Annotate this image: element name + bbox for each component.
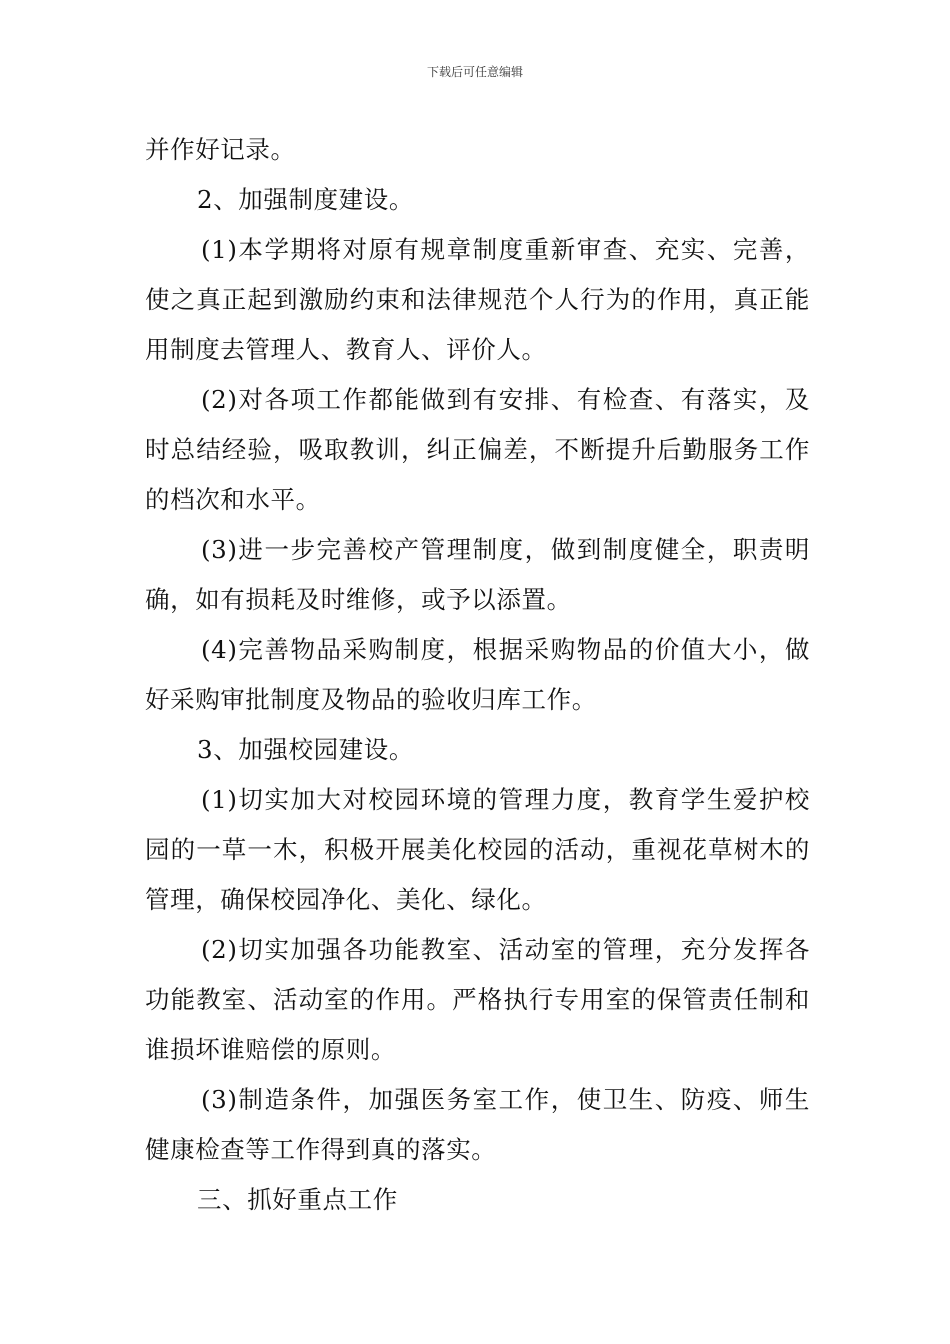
paragraph-2-4: (4)完善物品采购制度，根据采购物品的价值大小，做好采购审批制度及物品的验收归库工作。 xyxy=(145,635,810,714)
paragraph-3-2: (2)切实加强各功能教室、活动室的管理，充分发挥各功能教室、活动室的作用。严格执行专用室的保管责任制和谁损坏谁赔偿的原则。 xyxy=(145,935,810,1064)
page-header-note: 下载后可任意编辑 xyxy=(426,65,523,79)
paragraph-3-3: (3)制造条件，加强医务室工作，使卫生、防疫、师生健康检查等工作得到真的落实。 xyxy=(145,1085,810,1164)
paragraph-3-1: (1)切实加大对校园环境的管理力度，教育学生爱护校园的一草一木，积极开展美化校园的活动，重视花草树木的管理，确保校园净化、美化、绿化。 xyxy=(145,785,810,914)
section-heading-three: 三、抓好重点工作 xyxy=(197,1185,398,1214)
paragraph-1: 并作好记录。 xyxy=(145,135,296,164)
document-body xyxy=(145,125,810,1225)
section-heading-3: 3、加强校园建设。 xyxy=(197,735,414,764)
paragraph-2-1: (1)本学期将对原有规章制度重新审查、充实、完善，使之真正起到激励约束和法律规范个人行为的作用，真正能用制度去管理人、教育人、评价人。 xyxy=(145,235,810,364)
paragraph-2-2: (2)对各项工作都能做到有安排、有检查、有落实，及时总结经验，吸取教训，纠正偏差，不断提升后勤服务工作的档次和水平。 xyxy=(145,385,810,514)
paragraph-2-3: (3)进一步完善校产管理制度，做到制度健全，职责明确，如有损耗及时维修，或予以添置。 xyxy=(145,535,810,614)
section-heading-2: 2、加强制度建设。 xyxy=(197,185,414,214)
